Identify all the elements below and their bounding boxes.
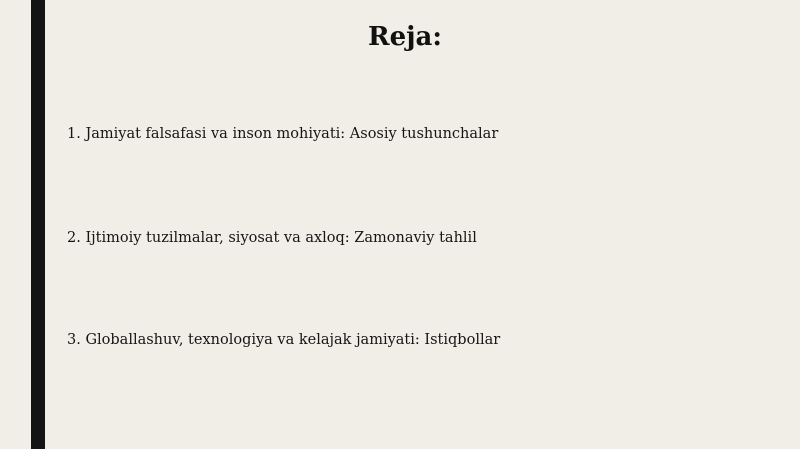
accent-bar: [31, 0, 45, 449]
slide-title: Reja:: [367, 22, 442, 52]
plan-item-2: 2. Ijtimoiy tuzilmalar, siyosat va axloq: Zamonaviy tahlil: [67, 230, 477, 246]
plan-item-1: 1. Jamiyat falsafasi va inson mohiyati: Asosiy tushunchalar: [67, 126, 499, 142]
plan-item-3: 3. Globallashuv, texnologiya va kelajak jamiyati: Istiqbollar: [67, 332, 501, 348]
